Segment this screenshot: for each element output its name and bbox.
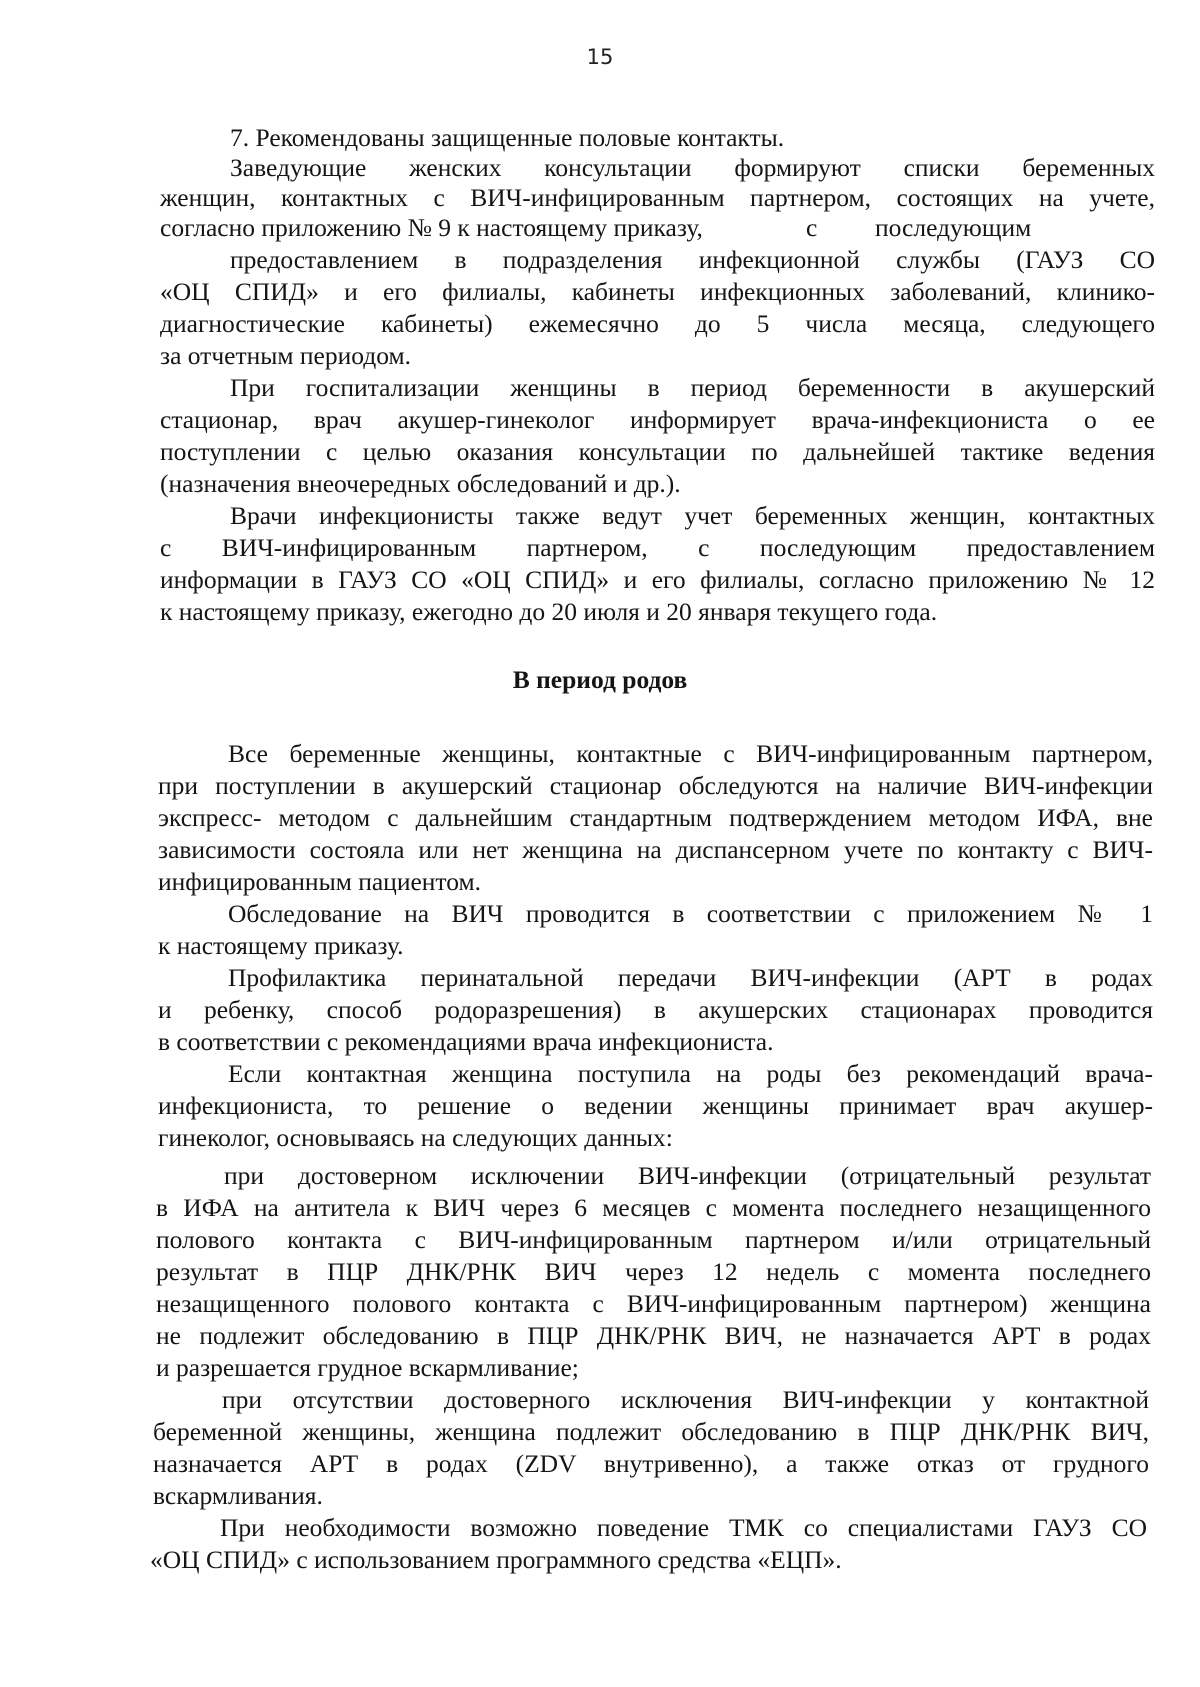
text-line: при достоверном исключении ВИЧ-инфекции (отрицательный результат xyxy=(224,1161,1151,1190)
text-line: Если контактная женщина поступила на роды без рекомендаций врача- xyxy=(228,1059,1153,1088)
text-line: экспресс- методом с дальнейшим стандартным подтверждением методом ИФА, вне xyxy=(158,803,1153,832)
text-line: инфицированным пациентом. xyxy=(158,867,482,896)
text-line: к настоящему приказу, ежегодно до 20 июля и 20 января текущего года. xyxy=(160,597,938,626)
text-line: Все беременные женщины, контактные с ВИЧ-инфицированным партнером, xyxy=(228,739,1153,768)
page-number: 15 xyxy=(586,45,614,69)
text-line: поступлении с целью оказания консультации по дальнейшей тактике ведения xyxy=(160,437,1155,466)
text-line: предоставлением в подразделения инфекционной службы (ГАУЗ СО xyxy=(230,245,1155,274)
text-line: информации в ГАУЗ СО «ОЦ СПИД» и его филиалы, согласно приложению № 12 xyxy=(160,565,1155,594)
text-line: при поступлении в акушерский стационар обследуются на наличие ВИЧ-инфекции xyxy=(158,771,1153,800)
text-line: При госпитализации женщины в период беременности в акушерский xyxy=(230,373,1155,402)
text-line: вскармливания. xyxy=(153,1481,323,1510)
text-line: результат в ПЦР ДНК/РНК ВИЧ через 12 недель с момента последнего xyxy=(156,1257,1151,1286)
text-line: и ребенку, способ родоразрешения) в акушерских стационарах проводится xyxy=(158,995,1153,1024)
text-line: последующим xyxy=(875,213,1032,242)
text-line: зависимости состояла или нет женщина на диспансерном учете по контакту с ВИЧ- xyxy=(158,835,1153,864)
text-line: при отсутствии достоверного исключения ВИЧ-инфекции у контактной xyxy=(222,1385,1149,1414)
text-line: согласно приложению № 9 к настоящему приказу, xyxy=(160,213,703,242)
text-line: к настоящему приказу. xyxy=(158,931,404,960)
text-line: стационар, врач акушер-гинеколог информирует врача-инфекциониста о ее xyxy=(160,405,1155,434)
text-line: за отчетным периодом. xyxy=(160,341,412,370)
text-line: в соответствии с рекомендациями врача инфекциониста. xyxy=(158,1027,774,1056)
text-line: «ОЦ СПИД» и его филиалы, кабинеты инфекционных заболеваний, клинико- xyxy=(160,277,1155,306)
section-heading: В период родов xyxy=(512,665,688,694)
text-line: с ВИЧ-инфицированным партнером, с последующим предоставлением xyxy=(160,533,1155,562)
text-line: в ИФА на антитела к ВИЧ через 6 месяцев с момента последнего незащищенного xyxy=(156,1193,1151,1222)
text-line: Врачи инфекционисты также ведут учет беременных женщин, контактных xyxy=(230,501,1155,530)
text-line: (назначения внеочередных обследований и др.). xyxy=(160,469,681,498)
text-line: беременной женщины, женщина подлежит обследованию в ПЦР ДНК/РНК ВИЧ, xyxy=(153,1417,1149,1446)
text-line: диагностические кабинеты) ежемесячно до 5 числа месяца, следующего xyxy=(160,309,1155,338)
text-line: гинеколог, основываясь на следующих данных: xyxy=(158,1123,673,1152)
text-line: Профилактика перинатальной передачи ВИЧ-инфекции (АРТ в родах xyxy=(228,963,1153,992)
text-line: Обследование на ВИЧ проводится в соответствии с приложением № 1 xyxy=(228,899,1153,928)
text-line: 7. Рекомендованы защищенные половые контакты. xyxy=(230,123,785,152)
text-line: не подлежит обследованию в ПЦР ДНК/РНК ВИЧ, не назначается АРТ в родах xyxy=(156,1321,1151,1350)
text-line: назначается АРТ в родах (ZDV внутривенно), а также отказ от грудного xyxy=(153,1449,1149,1478)
text-line: При необходимости возможно поведение ТМК со специалистами ГАУЗ СО xyxy=(220,1513,1147,1542)
text-line: женщин, контактных с ВИЧ-инфицированным партнером, состоящих на учете, xyxy=(160,183,1155,212)
text-line: незащищенного полового контакта с ВИЧ-инфицированным партнером) женщина xyxy=(156,1289,1151,1318)
text-line: «ОЦ СПИД» с использованием программного средства «ЕЦП». xyxy=(150,1545,842,1574)
text-line: и разрешается грудное вскармливание; xyxy=(156,1353,579,1382)
text-line: Заведующие женских консультации формируют списки беременных xyxy=(230,153,1155,182)
text-line: полового контакта с ВИЧ-инфицированным партнером и/или отрицательный xyxy=(156,1225,1151,1254)
text-line: с xyxy=(806,213,818,242)
text-line: инфекциониста, то решение о ведении женщины принимает врач акушер- xyxy=(158,1091,1153,1120)
